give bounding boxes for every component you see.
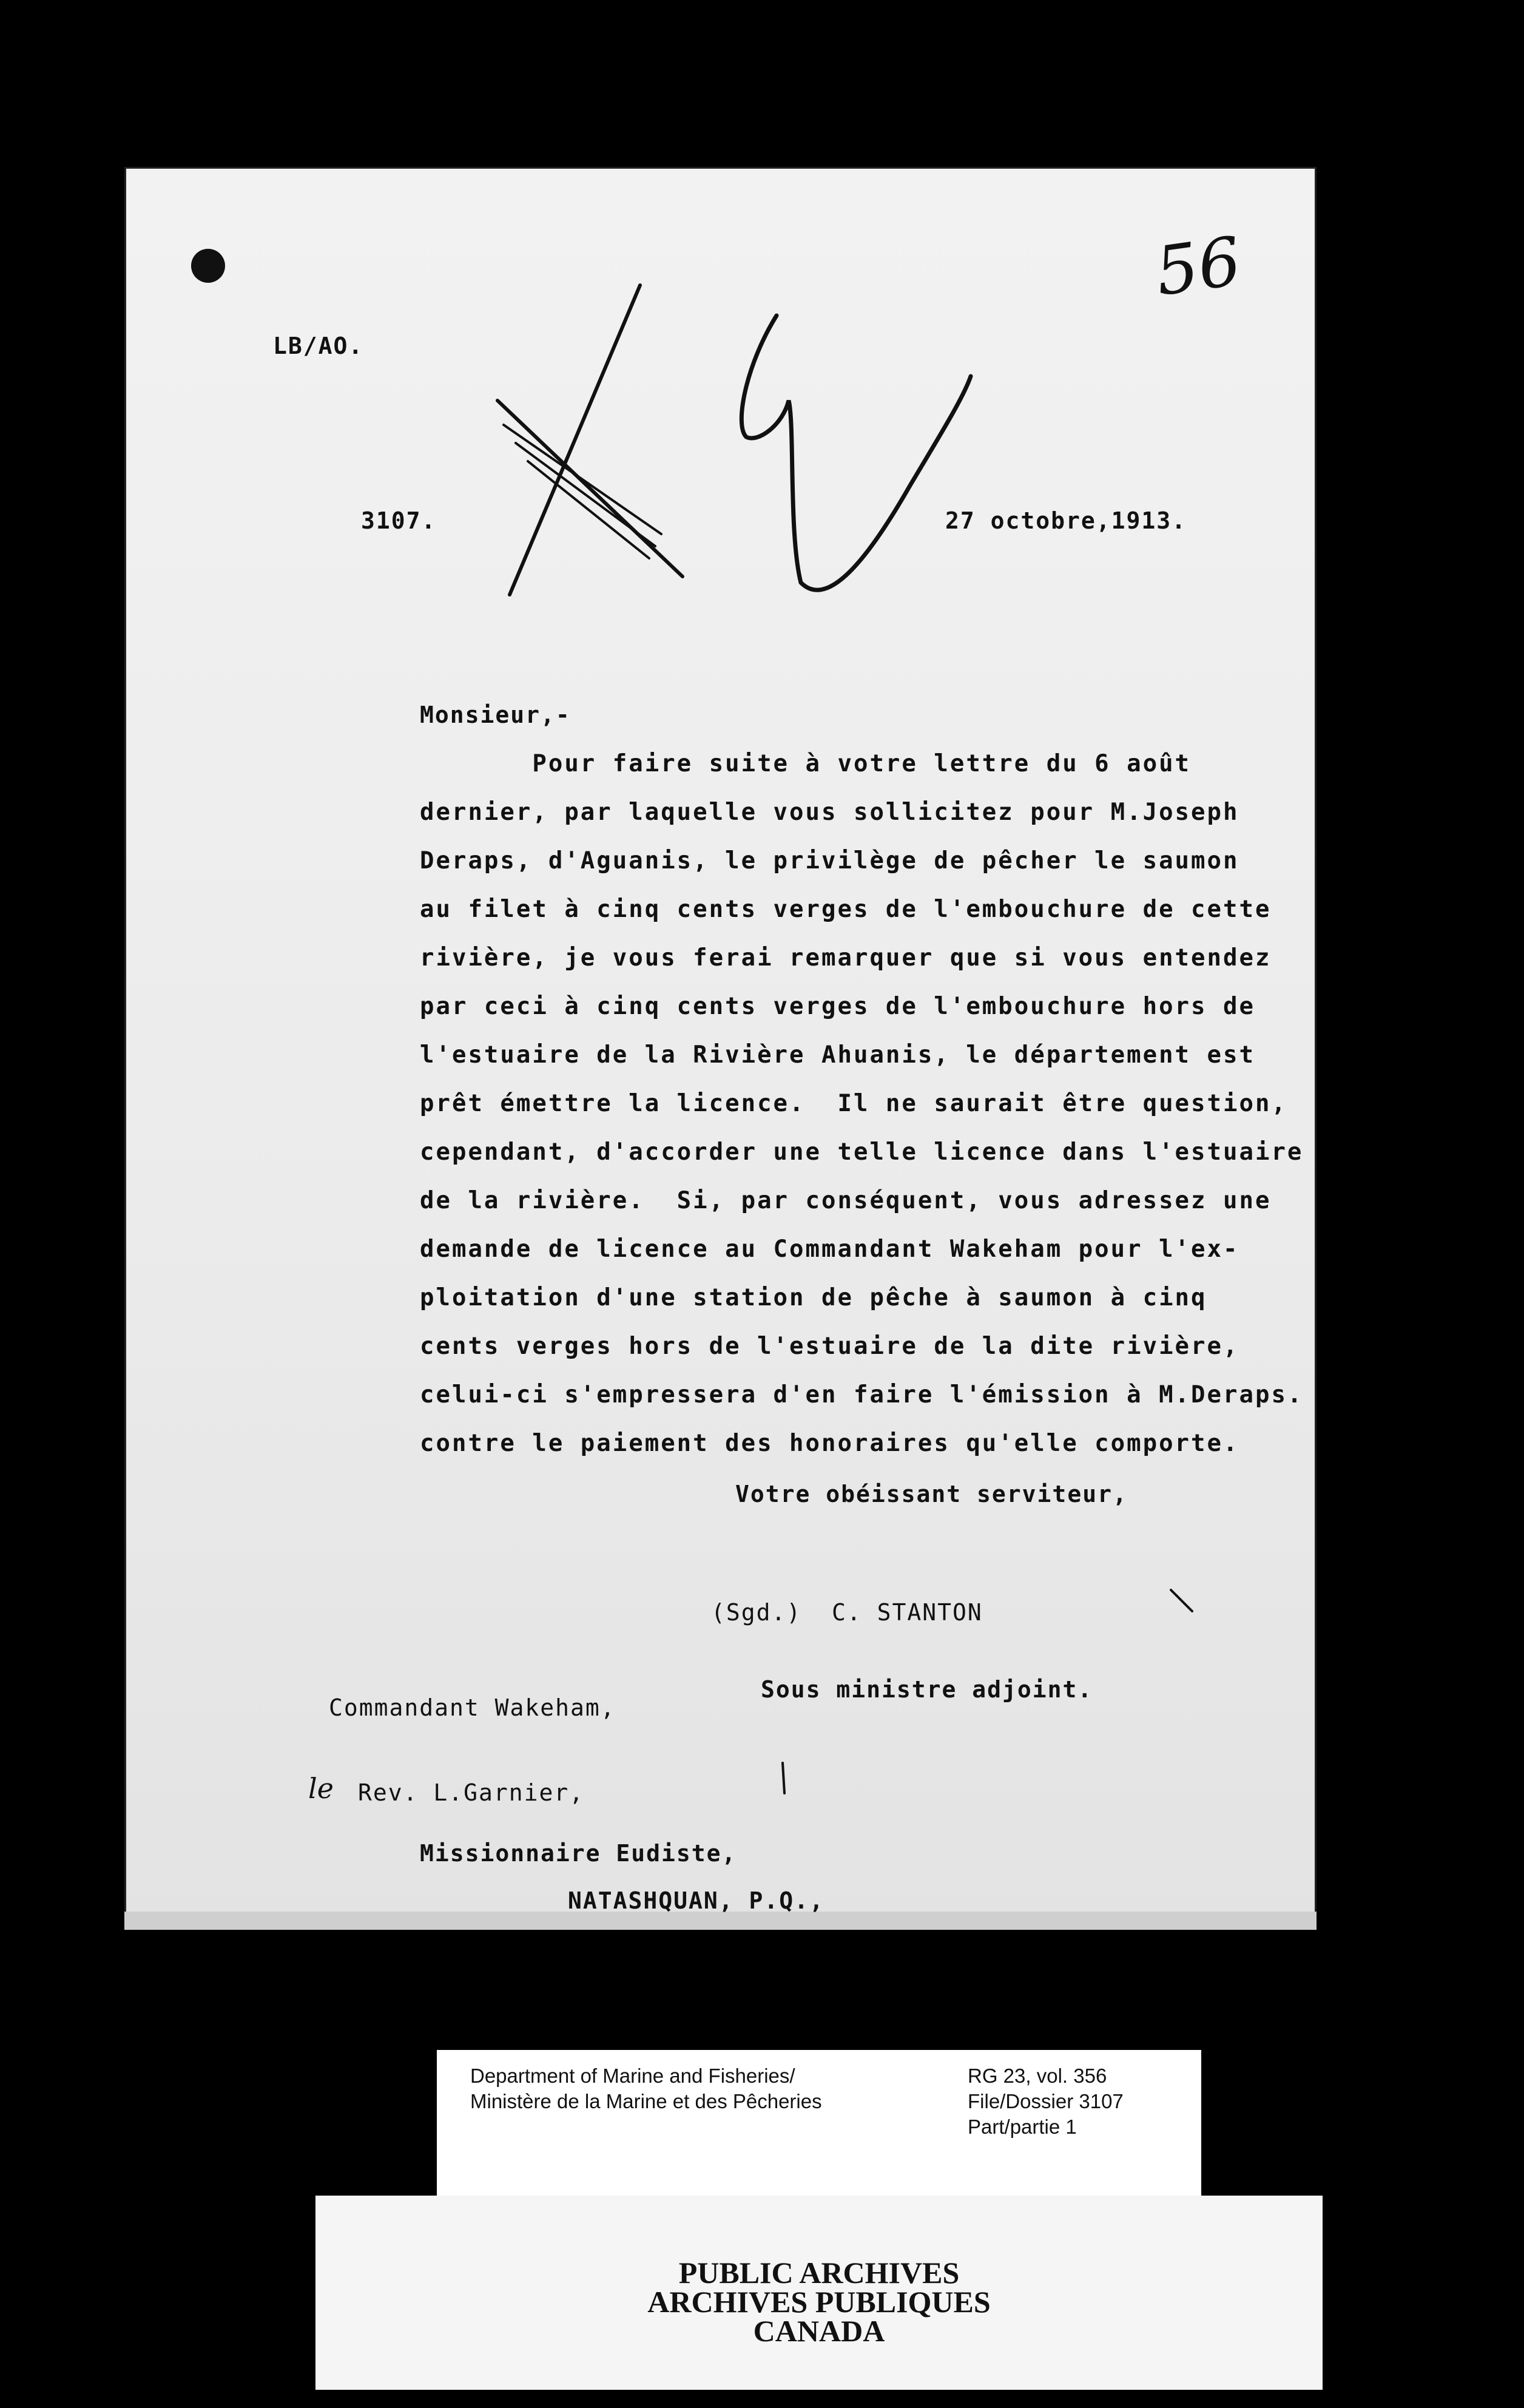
cross-stroke-2 xyxy=(497,401,683,577)
department-en: Department of Marine and Fisheries/ xyxy=(470,2065,795,2087)
recipient-place: NATASHQUAN, P.Q., xyxy=(568,1887,824,1914)
copy-recipient: Commandant Wakeham, xyxy=(329,1694,616,1721)
closing-line: Votre obéissant serviteur, xyxy=(735,1481,1128,1507)
signature: (Sgd.) C. STANTON xyxy=(711,1599,983,1626)
small-mark xyxy=(783,1763,784,1793)
tick-mark xyxy=(1171,1590,1192,1611)
archives-stamp-line: ARCHIVES PUBLIQUES xyxy=(647,2285,991,2319)
body-line: contre le paiement des honoraires qu'elle comporte. xyxy=(420,1430,1239,1457)
body-line: demande de licence au Commandant Wakeham pour l'ex- xyxy=(420,1236,1239,1263)
scribble-stroke xyxy=(504,425,661,558)
body-line: prêt émettre la licence. Il ne saurait être question, xyxy=(420,1090,1287,1117)
archives-stamp-line: PUBLIC ARCHIVES xyxy=(678,2256,960,2290)
cross-stroke-1 xyxy=(510,285,640,595)
handwritten-page-number: 56 xyxy=(1150,222,1246,311)
body-line: cents verges hors de l'estuaire de la dite rivière, xyxy=(420,1333,1239,1360)
body-line: dernier, par laquelle vous sollicitez pour M.Joseph xyxy=(420,799,1239,826)
body-line: au filet à cinq cents verges de l'embouchure de cette xyxy=(420,896,1272,923)
record-group: RG 23, vol. 356 xyxy=(968,2065,1107,2087)
archive-label-card xyxy=(437,2050,1201,2390)
signature-title: Sous ministre adjoint. xyxy=(761,1676,1093,1703)
reference-code: LB/AO. xyxy=(273,333,364,359)
body-line: l'estuaire de la Rivière Ahuanis, le département est xyxy=(420,1041,1255,1069)
large-4-stroke xyxy=(741,316,971,590)
part-partie: Part/partie 1 xyxy=(968,2115,1077,2138)
file-dossier: File/Dossier 3107 xyxy=(968,2090,1124,2112)
body-line: Pour faire suite à votre lettre du 6 août xyxy=(420,750,1192,777)
body-line: ploitation d'une station de pêche à saumon à cinq xyxy=(420,1284,1207,1311)
body-line: Deraps, d'Aguanis, le privilège de pêcher le saumon xyxy=(420,847,1239,874)
recipient-name: Rev. L.Garnier, xyxy=(358,1779,585,1806)
salutation: Monsieur,- xyxy=(420,702,571,728)
department-fr: Ministère de la Marine et des Pêcheries xyxy=(470,2090,822,2112)
letter-date: 27 octobre,1913. xyxy=(945,507,1187,534)
recipient-title: Missionnaire Eudiste, xyxy=(420,1840,737,1867)
body-line: celui-ci s'empressera d'en faire l'émission à M.Deraps. xyxy=(420,1381,1304,1409)
body-line: de la rivière. Si, par conséquent, vous adressez une xyxy=(420,1187,1272,1214)
body-line: cependant, d'accorder une telle licence dans l'estuaire xyxy=(420,1138,1304,1166)
file-number: 3107. xyxy=(361,507,437,534)
body-line: rivière, je vous ferai remarquer que si vous entendez xyxy=(420,944,1272,972)
handwritten-prefix: le xyxy=(308,1772,334,1805)
archives-stamp-line: CANADA xyxy=(753,2314,885,2348)
body-line: par ceci à cinq cents verges de l'embouchure hors de xyxy=(420,993,1255,1020)
